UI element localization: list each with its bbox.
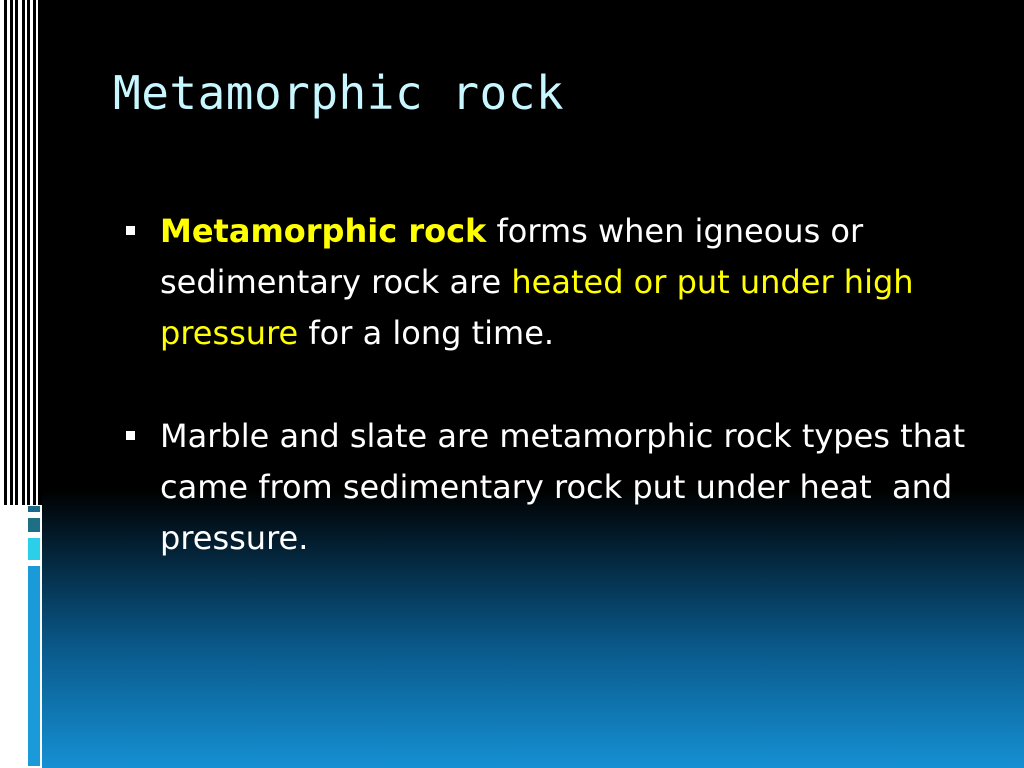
bullet-item xyxy=(122,411,982,564)
bullet-list xyxy=(122,206,982,616)
left-decorative-strip xyxy=(0,0,42,768)
highlighted-term: Metamorphic rock xyxy=(160,212,487,250)
highlighted-phrase: heated or put under high pressure xyxy=(160,263,914,352)
slide-title: Metamorphic rock xyxy=(113,66,565,120)
bullet-item xyxy=(122,206,982,359)
bullet-text: for a long time. xyxy=(298,314,555,352)
bullet-text: forms when igneous or sedimentary rock are xyxy=(160,212,864,301)
square-bullet-icon xyxy=(126,431,135,440)
square-bullet-icon xyxy=(126,226,135,235)
bullet-text: Marble and slate are metamorphic rock types that came from sedimentary rock put under heat and pressure. xyxy=(160,417,976,557)
